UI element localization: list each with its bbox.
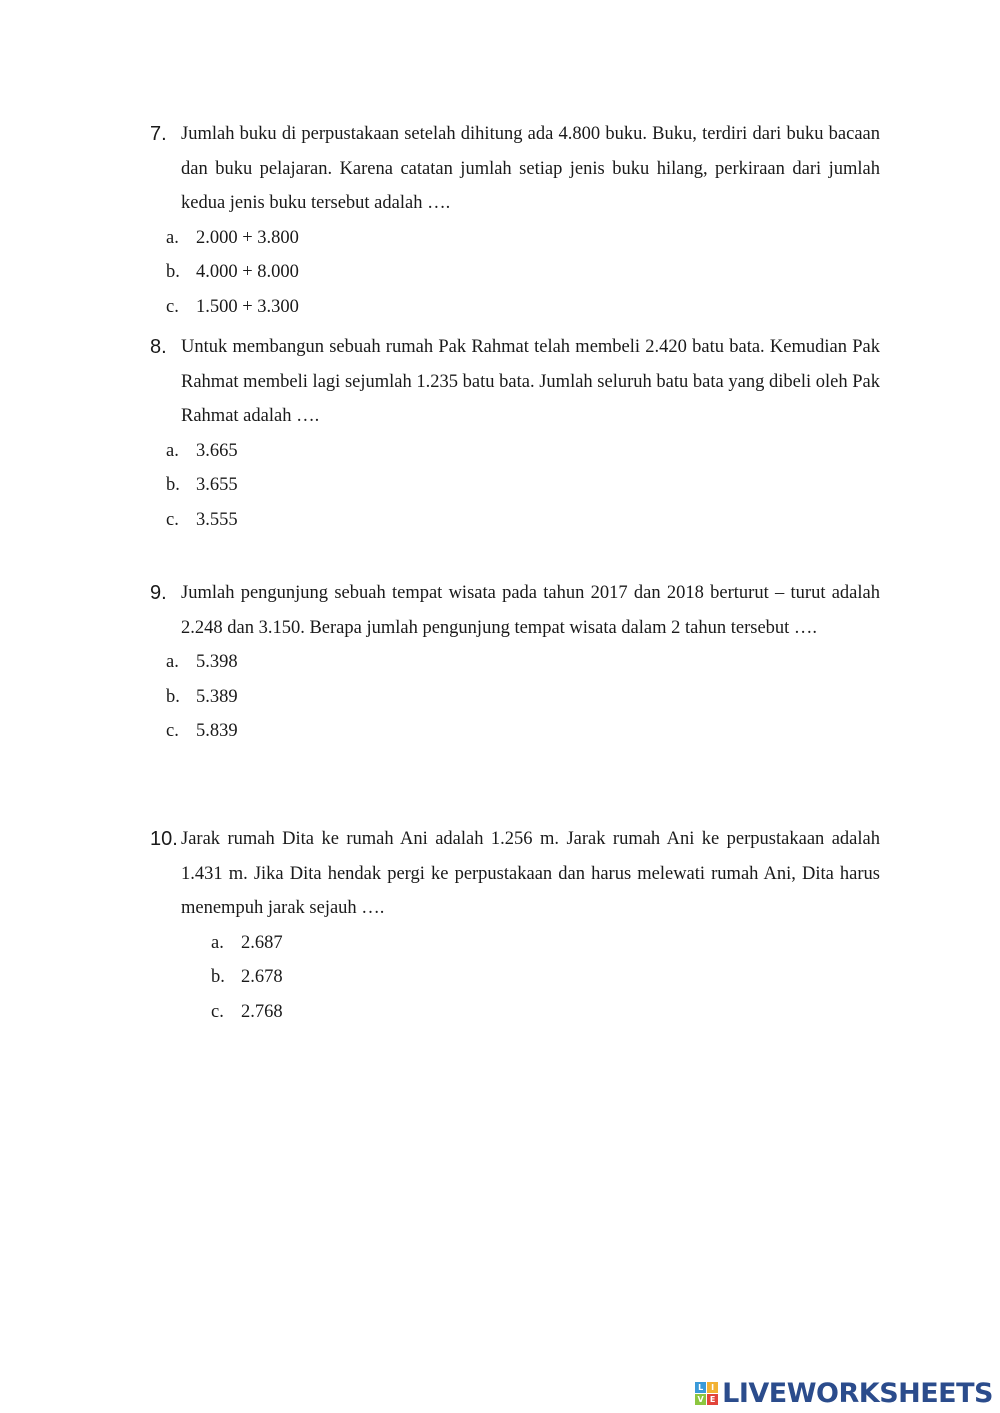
question-number: 7.: [150, 123, 167, 145]
option-b[interactable]: [166, 468, 880, 503]
option-value: 1.500 + 3.300: [196, 296, 299, 317]
option-c[interactable]: [166, 714, 880, 749]
option-letter: b.: [166, 262, 180, 282]
option-c[interactable]: [166, 290, 880, 325]
option-letter: b.: [166, 475, 180, 495]
question-9: [150, 576, 880, 749]
brand-name: LIVEWORKSHEETS: [722, 1378, 993, 1409]
option-value: 2.687: [241, 932, 283, 953]
option-c[interactable]: [211, 995, 880, 1030]
option-value: 3.655: [196, 475, 238, 495]
option-letter: c.: [166, 721, 179, 741]
option-a[interactable]: [166, 434, 880, 469]
option-b[interactable]: [211, 960, 880, 995]
option-c[interactable]: [166, 503, 880, 538]
option-value: 2.678: [241, 967, 283, 987]
question-number: 10.: [150, 828, 178, 850]
question-number: 9.: [150, 582, 167, 604]
option-value: 3.555: [196, 509, 238, 530]
liveworksheets-watermark: [695, 1378, 993, 1409]
logo-tile: L: [695, 1382, 706, 1393]
option-a[interactable]: [211, 926, 880, 961]
option-letter: c.: [166, 509, 179, 530]
logo-tile: V: [695, 1394, 706, 1405]
option-a[interactable]: [166, 221, 880, 256]
option-letter: a.: [166, 440, 179, 461]
option-value: 3.665: [196, 440, 238, 461]
question-7: [150, 117, 880, 324]
question-8: [150, 330, 880, 537]
option-letter: a.: [166, 227, 179, 248]
option-value: 2.000 + 3.800: [196, 227, 299, 248]
logo-tile: E: [707, 1394, 718, 1405]
option-value: 2.768: [241, 1001, 283, 1022]
logo-tile: I: [707, 1382, 718, 1393]
option-letter: b.: [211, 967, 225, 987]
answer-options: [211, 926, 880, 1030]
question-text: Jumlah pengunjung sebuah tempat wisata pada tahun 2017 dan 2018 berturut – turut adalah 2.248 dan 3.150. Berapa jumlah pengunjung tempat wisata dalam 2 tahun tersebut ….: [181, 583, 880, 638]
answer-options: [166, 645, 880, 749]
option-a[interactable]: [166, 645, 880, 680]
option-value: 5.398: [196, 652, 238, 672]
option-value: 5.839: [196, 721, 238, 741]
answer-options: [166, 434, 880, 538]
option-letter: c.: [211, 1001, 224, 1022]
question-number: 8.: [150, 336, 167, 358]
option-value: 4.000 + 8.000: [196, 262, 299, 282]
question-text: Jumlah buku di perpustakaan setelah dihitung ada 4.800 buku. Buku, terdiri dari buku bacaan dan buku pelajaran. Karena catatan jumlah setiap jenis buku hilang, perkiraan dari jumlah kedua jenis buku tersebut adalah ….: [181, 124, 880, 213]
question-text: Untuk membangun sebuah rumah Pak Rahmat telah membeli 2.420 batu bata. Kemudian Pak Rahmat membeli lagi sejumlah 1.235 batu bata. Jumlah seluruh batu bata yang dibeli oleh Pak Rahmat adalah ….: [181, 337, 880, 426]
question-10: [150, 822, 880, 1029]
option-b[interactable]: [166, 680, 880, 715]
option-b[interactable]: [166, 255, 880, 290]
option-letter: a.: [166, 652, 179, 672]
question-text: Jarak rumah Dita ke rumah Ani adalah 1.256 m. Jarak rumah Ani ke perpustakaan adalah 1.431 m. Jika Dita hendak pergi ke perpustakaan dan harus melewati rumah Ani, Dita harus menempuh jarak sejauh ….: [181, 829, 880, 918]
option-letter: a.: [211, 932, 224, 953]
option-letter: b.: [166, 686, 180, 707]
liveworksheets-logo-icon: [695, 1382, 718, 1405]
answer-options: [166, 221, 880, 325]
option-value: 5.389: [196, 686, 238, 707]
option-letter: c.: [166, 296, 179, 317]
